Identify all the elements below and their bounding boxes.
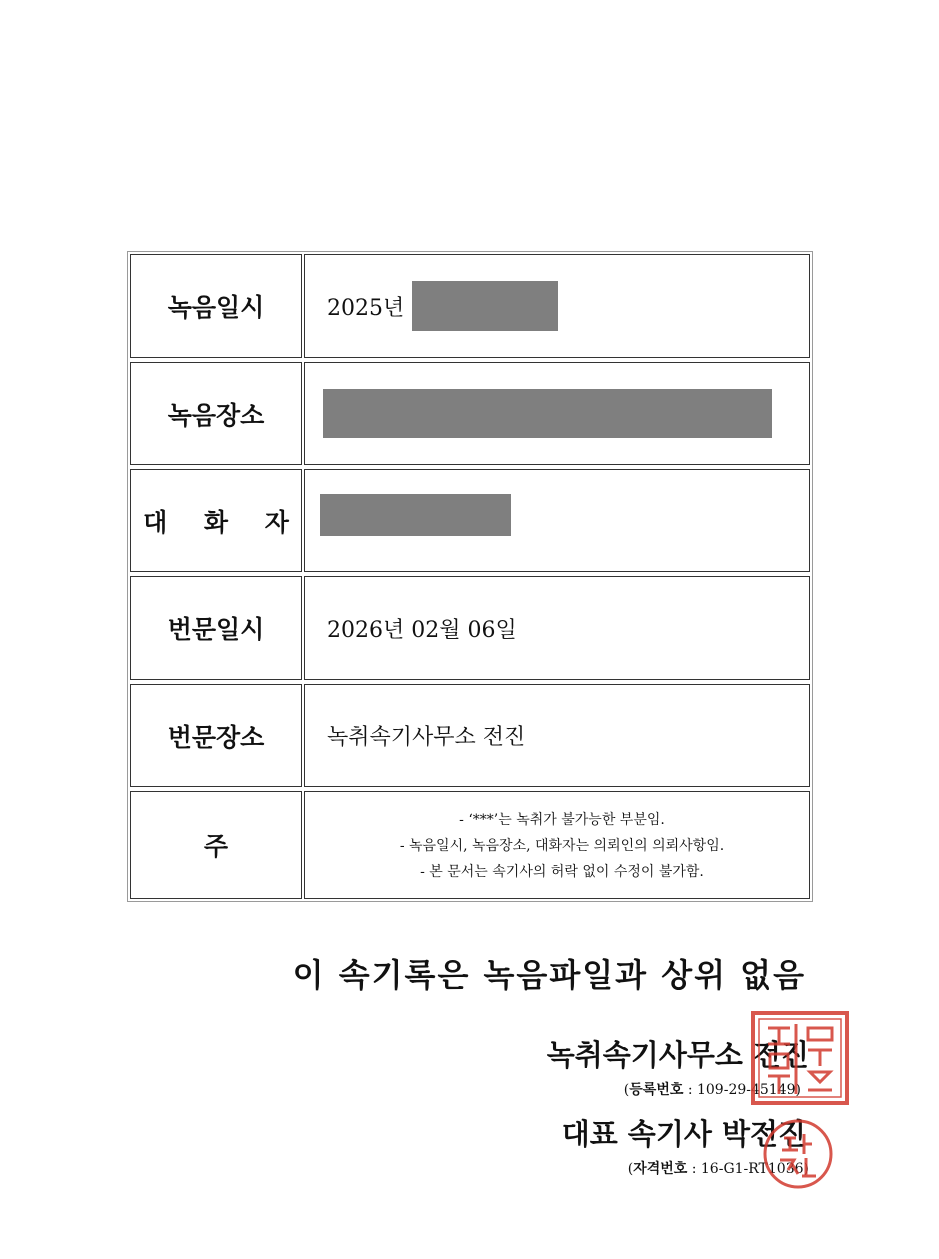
value-recording-place [304,362,810,465]
recording-year: 2025년 [327,295,405,321]
record-table [127,251,813,902]
row-transcription-datetime [128,574,812,682]
row-notes [128,789,812,901]
label-notes: 주 [130,791,302,899]
note-item: - 녹음일시, 녹음장소, 대화자는 의뢰인의 의뢰사항임. [399,838,725,854]
label-recording-place: 녹음장소 [130,362,302,465]
label-transcription-place: 번문장소 [130,684,302,787]
value-transcription-place: 녹취속기사무소 전진 [304,684,810,787]
license-value: : 16-G1-RT1036) [687,1161,809,1177]
redaction-block [323,389,772,438]
certification-statement: 이 속기록은 녹음파일과 상위 없음 [292,956,806,994]
label-speakers: 대 화 자 [130,469,302,572]
representative-name: 대표 속기사 박전진 [561,1117,806,1151]
note-item: - 본 문서는 속기사의 허락 없이 수정이 불가함. [420,864,704,880]
office-name: 녹취속기사무소 전진 [546,1038,809,1072]
personal-seal [762,1118,834,1190]
row-speakers [128,467,812,574]
note-item: - ‘***’는 녹취가 불가능한 부분임. [459,812,665,828]
registration-number: (등록번호 : 109-29-45149) [623,1082,801,1098]
redaction-block [320,494,511,536]
label-transcription-datetime: 번문일시 [130,576,302,680]
value-speakers [304,469,810,572]
row-recording-datetime [128,252,812,360]
redaction-block [412,281,558,331]
license-number: (자격번호 : 16-G1-RT1036) [627,1161,809,1177]
value-transcription-datetime: 2026년 02월 06일 [304,576,810,680]
registration-label: 등록번호 [629,1082,684,1098]
label-recording-datetime: 녹음일시 [130,254,302,358]
office-seal [750,1010,850,1106]
row-recording-place [128,360,812,467]
value-recording-datetime [304,254,810,358]
row-transcription-place [128,682,812,789]
registration-value: : 109-29-45149) [683,1082,801,1098]
license-label: 자격번호 [633,1161,688,1177]
notes-list [304,791,810,899]
